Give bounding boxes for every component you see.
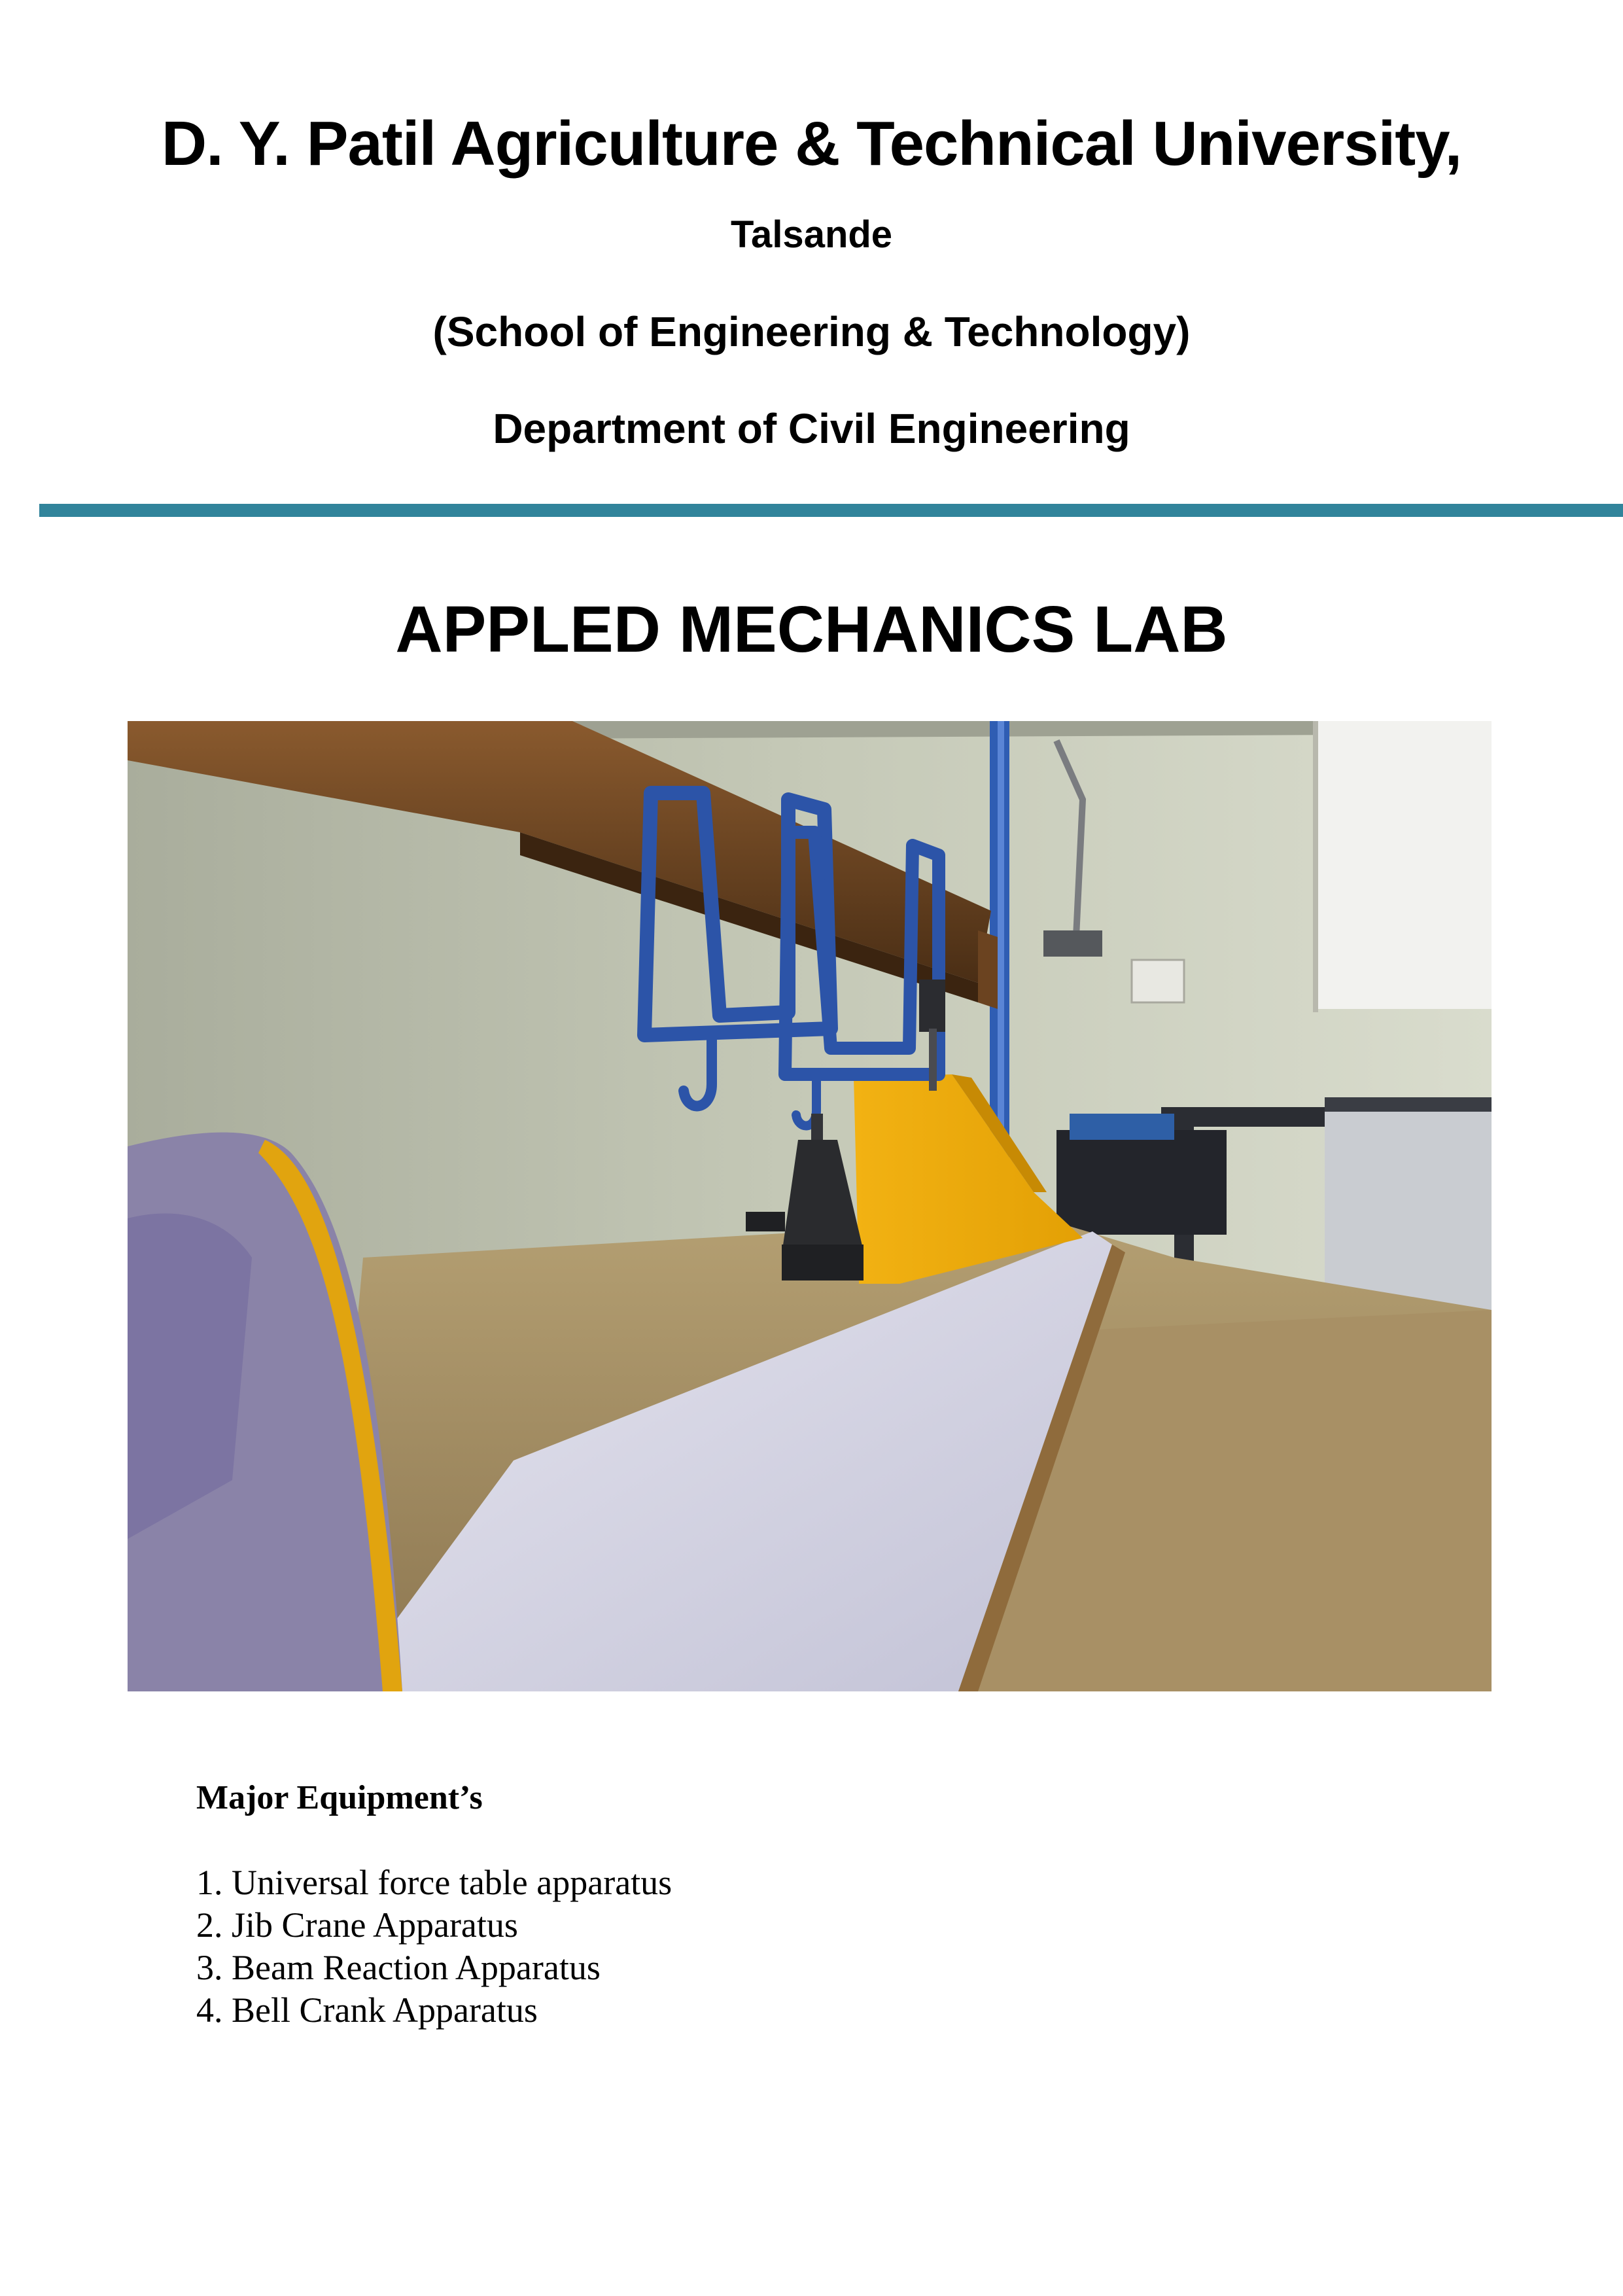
- university-name: D. Y. Patil Agriculture & Technical University,: [161, 109, 1462, 179]
- school-name: (School of Engineering & Technology): [432, 308, 1191, 355]
- equipment-heading: Major Equipment’s: [196, 1779, 483, 1816]
- header-divider: [39, 504, 1623, 517]
- list-item: 3. Beam Reaction Apparatus: [196, 1948, 601, 1987]
- campus-name: Talsande: [730, 213, 893, 256]
- equipment-list: [196, 1862, 672, 2032]
- lab-title: APPLED MECHANICS LAB: [395, 593, 1228, 666]
- lab-photo: [128, 721, 1492, 1691]
- list-item: 1. Universal force table apparatus: [196, 1863, 672, 1902]
- list-item: 4. Bell Crank Apparatus: [196, 1990, 538, 2030]
- department-name: Department of Civil Engineering: [493, 405, 1130, 452]
- list-item: 2. Jib Crane Apparatus: [196, 1905, 518, 1945]
